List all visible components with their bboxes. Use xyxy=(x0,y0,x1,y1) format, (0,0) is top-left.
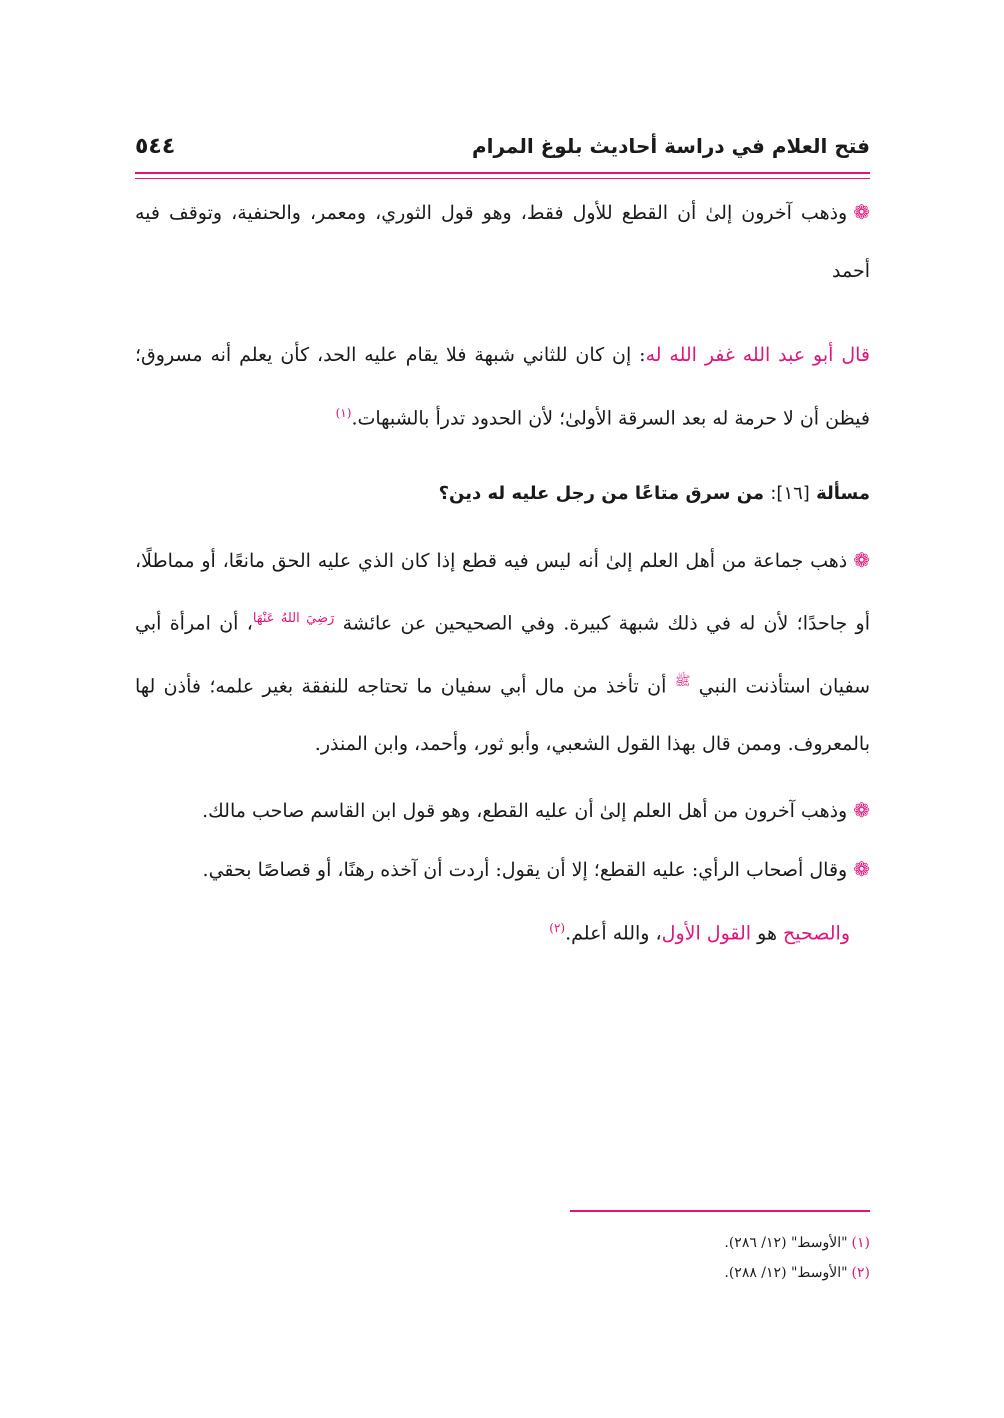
conclusion xyxy=(135,899,870,962)
flower-bullet-icon: ❁ xyxy=(853,856,870,881)
book-title: فتح العلام في دراسة أحاديث بلوغ المرام xyxy=(471,134,870,158)
paragraph-1 xyxy=(135,183,870,300)
honorific-salla: ﷺ xyxy=(674,673,691,689)
paragraph-text: ، أن امرأة أبي سفيان استأذنت النبي xyxy=(135,612,870,697)
paragraph-5 xyxy=(135,840,870,899)
footnote-text: "الأوسط" (١٢/ ٢٨٨). xyxy=(724,1265,848,1281)
conclusion-text: هو xyxy=(757,922,777,945)
header-rule-thin xyxy=(135,178,870,179)
flower-bullet-icon: ❁ xyxy=(853,548,870,573)
main-text xyxy=(135,183,870,962)
paragraph-text: : إن كان للثاني شبهة فلا يقام عليه الحد، كأن يعلم أنه مسروق؛ فيظن أن لا حرمة له بعد السرقة الأولىٰ؛ لأن الحدود تدرأ بالشبهات. xyxy=(135,344,870,430)
header-rule xyxy=(135,172,870,174)
heading-text: من سرق متاعًا من رجل عليه له دين؟ xyxy=(438,483,765,505)
footnote-number: (١) xyxy=(851,1235,870,1251)
footnote-ref-1[interactable]: (١) xyxy=(335,406,352,420)
footnote-number: (٢) xyxy=(851,1265,870,1281)
flower-bullet-icon: ❁ xyxy=(853,200,870,224)
conclusion-highlight: القول الأول xyxy=(661,922,752,945)
page-number: ٥٤٤ xyxy=(135,133,176,159)
paragraph-text: أن تأخذ من مال أبي سفيان ما تحتاجه للنفقة بغير علمه؛ فأذن لها بالمعروف. وممن قال بهذا القول الشعبي، وأبو ثور، وأحمد، وابن المنذر. xyxy=(135,674,870,755)
author-attribution: قال أبو عبد الله غفر الله له xyxy=(645,344,870,366)
heading-label: مسألة xyxy=(816,483,870,505)
paragraph-3 xyxy=(135,531,870,773)
paragraph-text: وذهب آخرون من أهل العلم إلىٰ أن عليه القطع، وهو قول ابن القاسم صاحب مالك. xyxy=(202,799,848,822)
issue-heading xyxy=(135,465,870,523)
conclusion-highlight: والصحيح xyxy=(783,922,850,945)
footnotes xyxy=(135,1228,870,1288)
conclusion-text: ، والله أعلم. xyxy=(565,922,662,945)
footnote-2 xyxy=(135,1258,870,1288)
paragraph-4 xyxy=(135,781,870,840)
paragraph-text: وقال أصحاب الرأي: عليه القطع؛ إلا أن يقول: أردت أن آخذه رهنًا، أو قصاصًا بحقي. xyxy=(202,858,848,881)
heading-number: [١٦]: xyxy=(770,483,810,505)
footnote-ref-2[interactable]: (٢) xyxy=(549,920,566,935)
footnote-text: "الأوسط" (١٢/ ٢٨٦). xyxy=(724,1235,848,1251)
footnote-1 xyxy=(135,1228,870,1258)
paragraph-text: ذهب جماعة من أهل العلم إلىٰ أنه ليس فيه قطع إذا كان الذي عليه الحق مانعًا، أو مماطلًا، أو جاحدًا؛ لأن له في ذلك شبهة كبيرة. وفي الصحيحين عن عائشة xyxy=(135,550,870,635)
honorific-radiya: رَضِيَ اللهُ عَنْهَا xyxy=(252,611,335,627)
paragraph-text: وذهب آخرون إلىٰ أن القطع للأول فقط، وهو قول الثوري، ومعمر، والحنفية، وتوقف فيه أحمد xyxy=(135,202,870,282)
footnote-separator xyxy=(570,1210,870,1212)
paragraph-author-comment xyxy=(135,326,870,447)
flower-bullet-icon: ❁ xyxy=(853,797,870,822)
running-header xyxy=(135,126,870,166)
